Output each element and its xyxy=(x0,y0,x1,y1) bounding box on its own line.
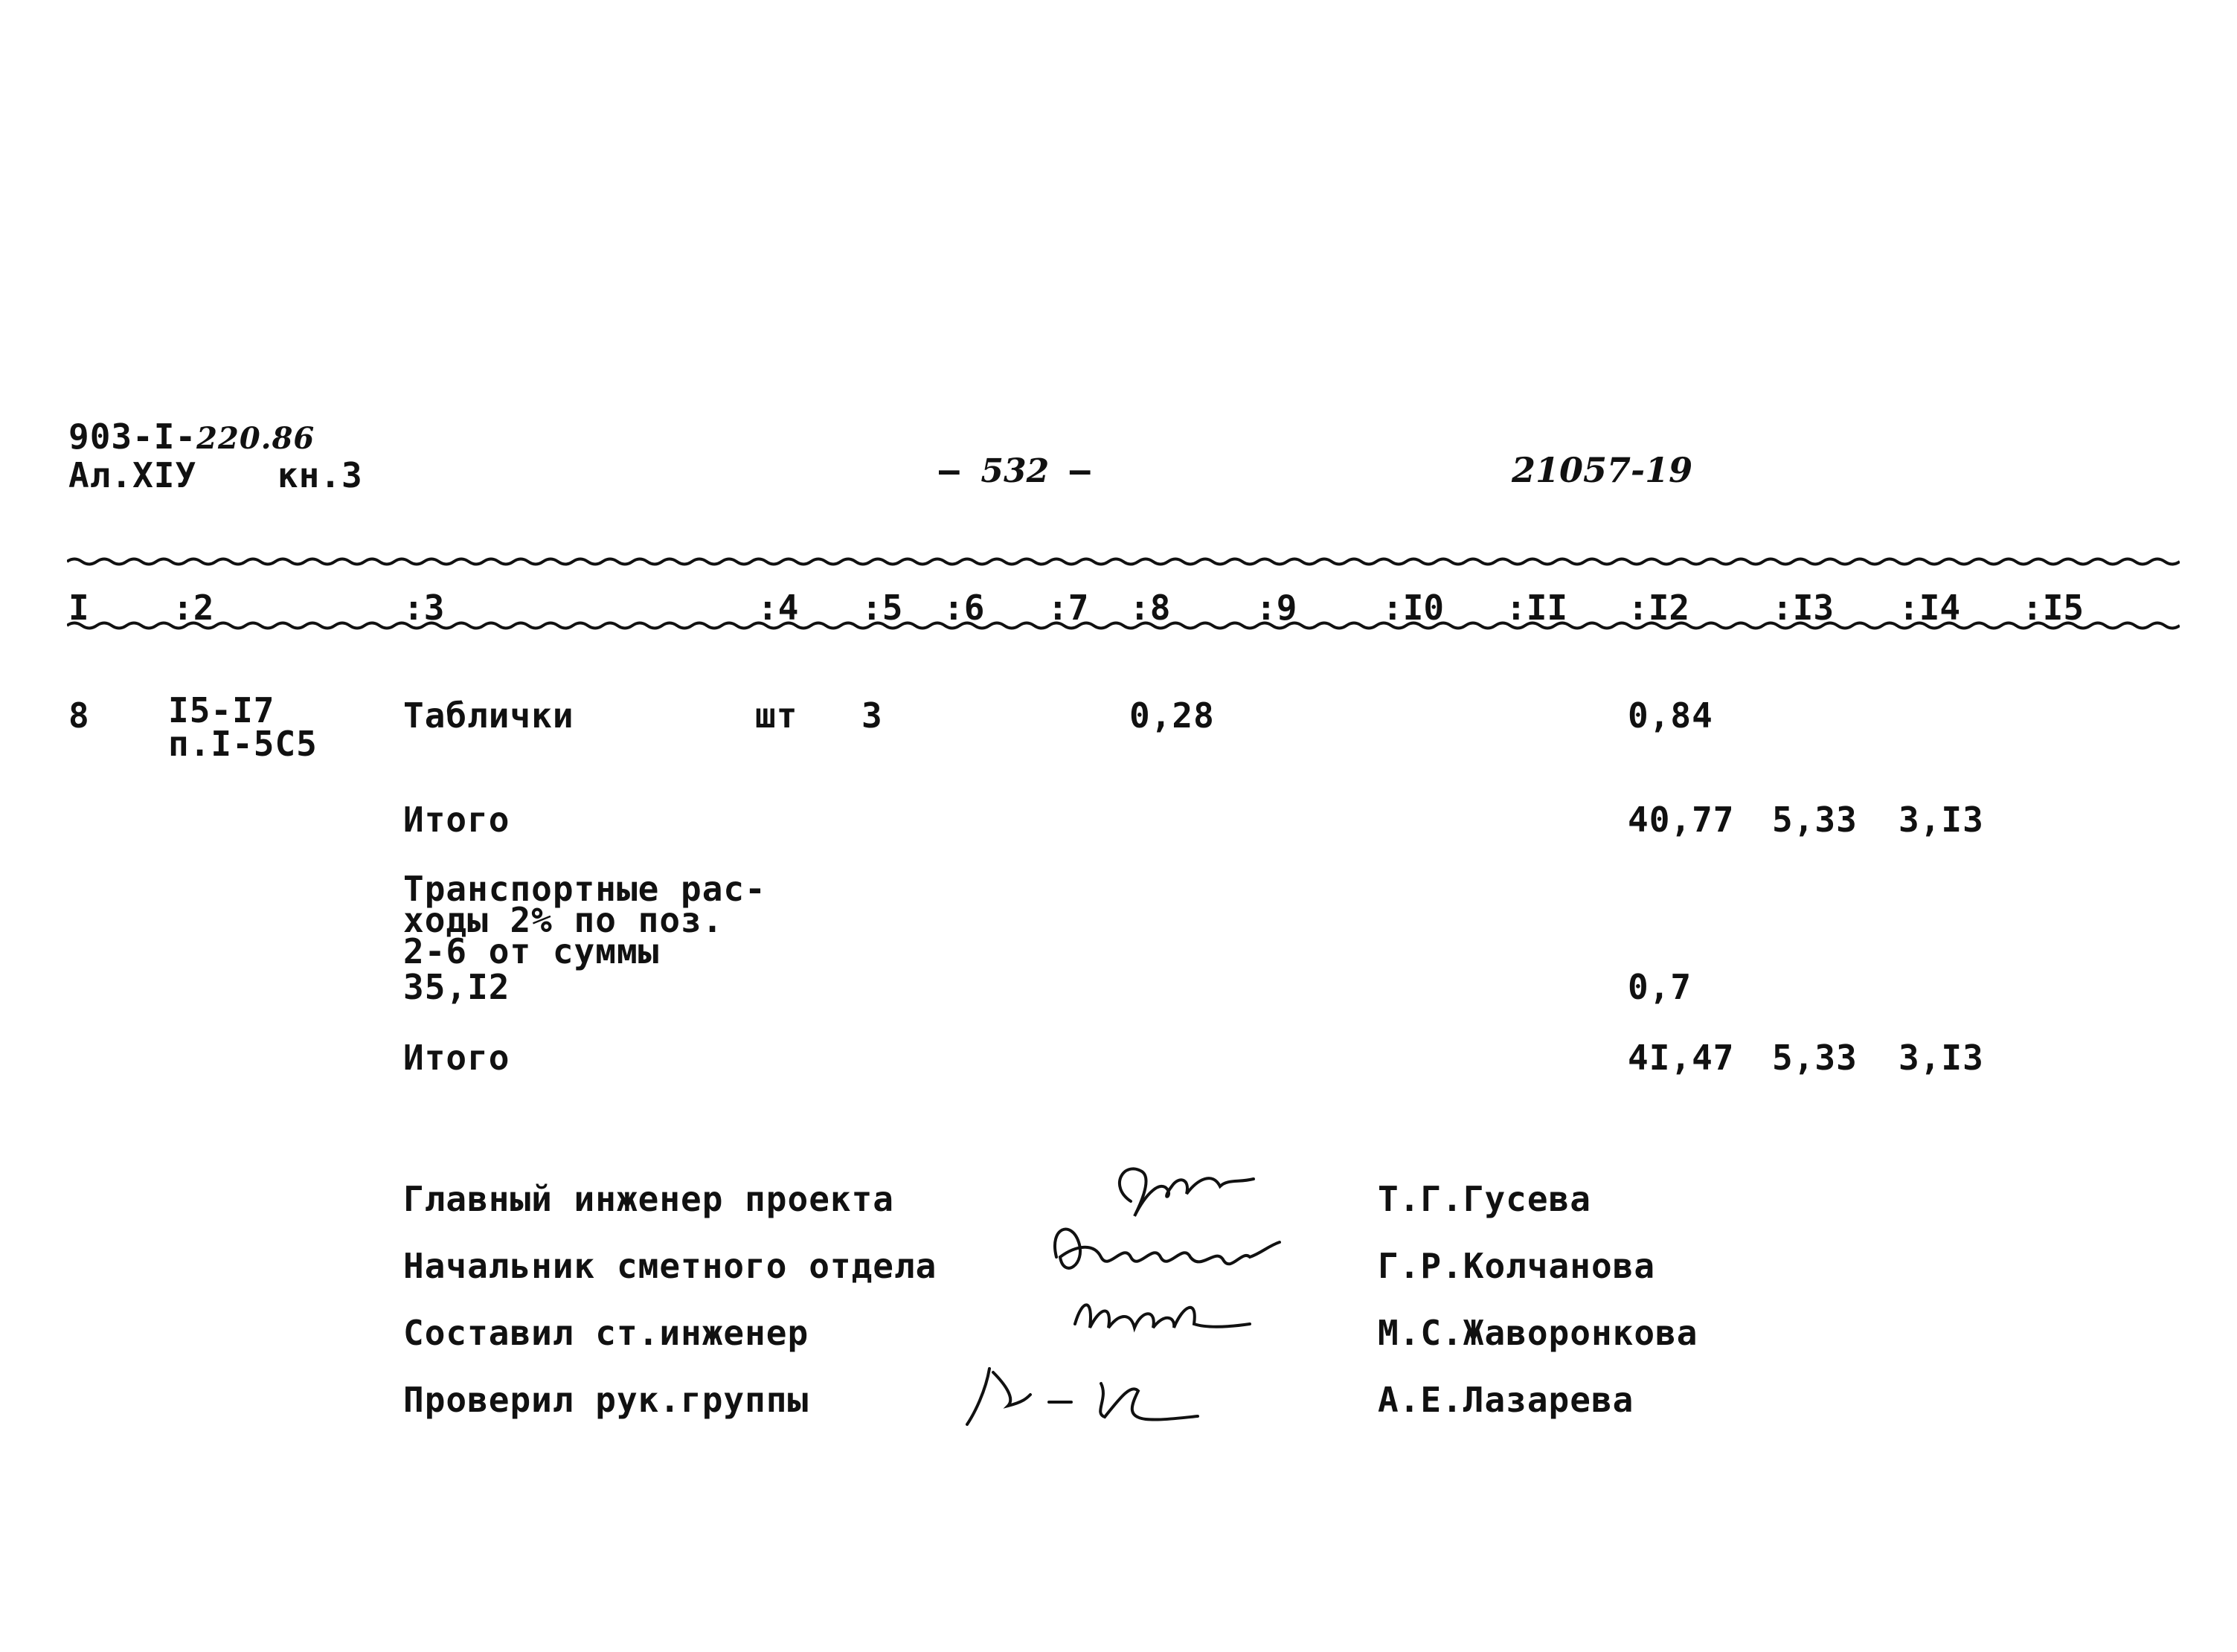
signature-name-compiler: М.С.Жаворонкова xyxy=(1378,1313,1698,1353)
subtotal-col14: 3,I3 xyxy=(1899,800,1984,840)
col-12: :I2 xyxy=(1628,588,1690,628)
signature-name-chief-engineer: Т.Г.Гусева xyxy=(1378,1179,1591,1219)
signature-role-compiler: Составил ст.инженер xyxy=(403,1313,809,1353)
transport-line3: 2-6 от суммы xyxy=(403,931,660,971)
handwritten-signature-3 xyxy=(1064,1283,1257,1354)
subtotal-label: Итого xyxy=(403,800,510,840)
subtotal-label: Итого xyxy=(403,1038,510,1078)
top-wavy-rule xyxy=(67,556,2180,567)
signature-role-head-of-department: Начальник сметного отдела xyxy=(403,1246,937,1286)
doc-code-prefix: 903-I- xyxy=(68,417,197,457)
col-11: :II xyxy=(1506,588,1568,628)
page-number-value: 532 xyxy=(981,452,1050,490)
col-10: :I0 xyxy=(1382,588,1445,628)
transport-line1: Транспортные рас- xyxy=(403,869,766,909)
signature-name-head-of-department: Г.Р.Колчанова xyxy=(1378,1246,1656,1286)
handwritten-signature-4 xyxy=(960,1361,1205,1432)
transport-col12: 0,7 xyxy=(1628,967,1692,1007)
subtotal-col12: 4I,47 xyxy=(1628,1038,1735,1078)
col-6: :6 xyxy=(943,588,985,628)
subtotal-col13: 5,33 xyxy=(1772,1038,1858,1078)
transport-line2: ходы 2% по поз. xyxy=(403,900,724,940)
row-code-line1: I5-I7 xyxy=(168,690,275,730)
row-quantity: 3 xyxy=(861,695,883,736)
row-total: 0,84 xyxy=(1628,695,1713,736)
registration-number: 21057-19 xyxy=(1512,450,1693,490)
signature-name-checker: А.Е.Лазарева xyxy=(1378,1380,1634,1420)
row-name: Таблички xyxy=(403,695,574,736)
subtotal-col13: 5,33 xyxy=(1772,800,1858,840)
row-unit: шт xyxy=(755,695,798,736)
col-4: :4 xyxy=(757,588,799,628)
doc-code-handwritten: 220.86 xyxy=(196,421,315,456)
col-8: :8 xyxy=(1129,588,1171,628)
transport-line4: 35,I2 xyxy=(403,967,510,1007)
col-2: :2 xyxy=(173,588,214,628)
col-9: :9 xyxy=(1256,588,1297,628)
row-number: 8 xyxy=(68,695,90,736)
col-3: :3 xyxy=(403,588,445,628)
signature-role-chief-engineer: Главный инженер проекта xyxy=(403,1179,894,1219)
album-book xyxy=(68,455,363,495)
col-1: I xyxy=(68,588,89,628)
subtotal-col12: 40,77 xyxy=(1628,800,1735,840)
col-5: :5 xyxy=(861,588,903,628)
col-7: :7 xyxy=(1047,588,1089,628)
subtotal-col14: 3,I3 xyxy=(1899,1038,1984,1078)
signature-role-checker: Проверил рук.группы xyxy=(403,1380,809,1420)
book-label: кн.3 xyxy=(277,455,363,495)
album-label: Ал.XIУ xyxy=(68,455,197,495)
doc-code xyxy=(68,417,315,457)
row-code-line2: п.I-5C5 xyxy=(168,724,318,764)
page-number: – 532 – xyxy=(939,450,1091,490)
col-13: :I3 xyxy=(1772,588,1835,628)
col-14: :I4 xyxy=(1899,588,1961,628)
handwritten-signature-2 xyxy=(1042,1212,1287,1294)
col-15: :I5 xyxy=(2022,588,2084,628)
row-unit-price: 0,28 xyxy=(1129,695,1215,736)
header-wavy-rule xyxy=(67,620,2180,631)
